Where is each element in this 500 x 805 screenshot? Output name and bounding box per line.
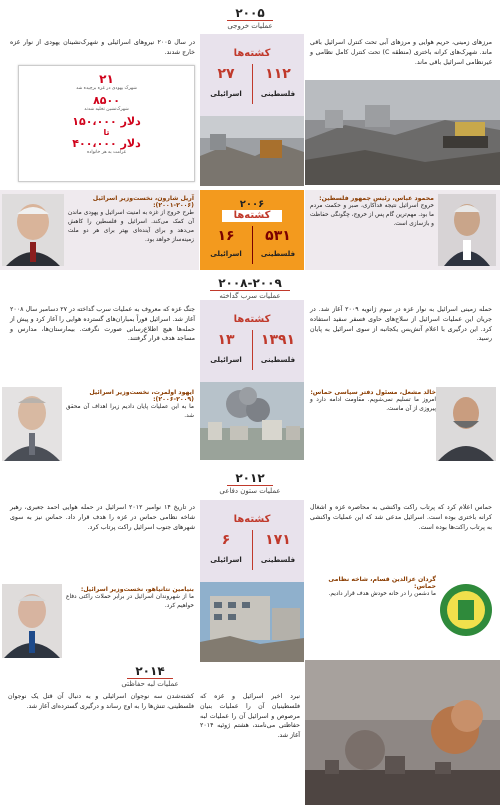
section-2005-right-text: مرزهای زمینی، حریم هوایی و مرزهای آبی تحت کنترل اسرائیل باقی ماند. شهرک‌های کرانه باختری (منطقه C) تحت کنترل کامل نظامی و غیرنظامی اسرائیل باقی ماند. xyxy=(310,39,492,66)
section-2009-left-text: جنگ غزه که معروف به عملیات سرب گداخته در ۲۷ دسامبر سال ۲۰۰۸ آغاز شد. اسرائیل فوراً بمباران‌های گسترده هوایی را آغاز کرد و پیش از حمله‌ها هیچ اطلاع‌رسانی صورت نگرفت. بیمارستان‌ها، مدارس و مساجد هدف قرار گرفتند. xyxy=(10,306,195,343)
sharon-portrait xyxy=(2,194,64,266)
photo-rubble-2005 xyxy=(200,116,304,186)
quote-olmert: ایهود اولمرت، نخست‌وزیر اسرائیل (۲۰۰۹-۲۰۰۶): ما به این عملیات پایان دادیم زیرا اهداف آن محقق شد. xyxy=(0,385,199,465)
photo-night-airstrike xyxy=(305,660,500,805)
stats-2006: ۲۰۰۶ کشته‌ها ۵۳۱ ۱۶ فلسطینی اسرائیلی xyxy=(200,190,304,270)
section-2012-left-text: در تاریخ ۱۴ نوامبر ۲۰۱۲ اسرائیل در حمله هوایی احمد جعبری، رهبر شاخه نظامی حماس در غزه را هدف قرار داد. حماس نیز به سوی شهرهای جنوب اسرائیل راکت پرتاب کرد. xyxy=(10,504,195,531)
photo-bulldozer-demolition xyxy=(305,80,500,185)
section-2005-left-text: در سال ۲۰۰۵ نیروهای اسرائیلی و شهرک‌نشینان یهودی از نوار غزه خارج شدند. xyxy=(10,39,196,56)
year-header-2008-2009: ۲۰۰۸-۲۰۰۹ عملیات سرب گداخته xyxy=(0,272,500,300)
section-2014-left-text: کشته‌شدن سه نوجوان اسرائیلی و به دنبال آن قتل یک نوجوان فلسطینی، تنش‌ها را به اوج رساند و درگیری گسترده‌ای آغاز شد. xyxy=(8,693,194,710)
stats-2012: کشته‌ها ۱۷۱ ۶ فلسطینی اسرائیلی xyxy=(200,500,304,582)
quote-netanyahu: بنیامین نتانیاهو، نخست‌وزیر اسرائیل: ما از شهروندان اسرائیل در برابر حملات راکتی دفاع خواهیم کرد. xyxy=(0,582,199,662)
photo-destroyed-building xyxy=(200,582,304,662)
meshal-portrait xyxy=(436,387,496,461)
quote-sharon: آریل شارون، نخست‌وزیر اسرائیل (۲۰۰۶-۲۰۰۱): طرح خروج از غزه به امنیت اسرائیل و یهودی ماندن آن کمک می‌کند. اسرائیل و فلسطین را کاهش می‌دهد و برای آینده‌ای بهتر برای هر دو ملت زمینه‌ساز خواهد بود. xyxy=(0,190,199,270)
year-header-2005: ۲۰۰۵ عملیات خروجی xyxy=(227,6,273,30)
year-header-2014: ۲۰۱۴ عملیات لبه حفاظتی xyxy=(121,664,179,688)
section-2012-right-text: حماس اعلام کرد که پرتاب راکت واکنشی به محاصره غزه و اشغال کرانه باختری بوده است. اسرائیل مدعی شد که این عملیات واکنشی به پرتاب راکت‌ها بوده است. xyxy=(310,504,492,531)
quote-meshal: خالد مشعل، مسئول دفتر سیاسی حماس: امروز ما تسلیم نمی‌شویم. مقاومت ادامه دارد و پیروزی از آن ماست. xyxy=(305,385,500,465)
year-header-2012: ۲۰۱۲ عملیات ستون دفاعی xyxy=(219,471,281,495)
section-2014-right-text: نبرد اخیر اسرائیل و غزه که فلسطینیان آن را عملیات بنیان مرصوص و اسرائیل آن را عملیات لبه حفاظتی می‌نامند، هشتم ژوئیه ۲۰۱۴ آغاز شد. xyxy=(200,693,300,739)
stats-2005: کشته‌ها ۱۱۲ ۲۷ فلسطینی اسرائیلی xyxy=(200,34,304,116)
abbas-portrait xyxy=(438,194,496,266)
stats-2008-2009: کشته‌ها ۱۳۹۱ ۱۳ فلسطینی اسرائیلی xyxy=(200,300,304,382)
netanyahu-portrait xyxy=(2,584,62,658)
section-2009-right-text: حمله زمینی اسرائیل به نوار غزه در سوم ژانویه ۲۰۰۹ آغاز شد. در جریان این عملیات اسرائیل از سلاح‌های حاوی فسفر سفید استفاده کرد. این درگیری با اعلام آتش‌بس یکجانبه از سوی اسرائیل به پایان رسید. xyxy=(310,306,492,343)
qassam-emblem-icon xyxy=(436,574,496,648)
olmert-portrait xyxy=(2,387,62,461)
photo-gaza-smoke xyxy=(200,382,304,460)
quote-abbas: محمود عباس، رئیس جمهور فلسطین: خروج اسرائیل نتیجه فداکاری، صبر و حکمت مردم ما بود. مهم‌ترین گام پس از خروج، چگونگی حفاظت و بازسازی است. xyxy=(305,190,500,270)
quote-qassam: گردان عزالدین قسام، شاخه نظامی حماس: ما دشمن را در خانه خودش هدف قرار دادیم. xyxy=(305,572,500,652)
info-card-2005: ۲۱ شهرک یهودی در غزه برچیده شد ۸۵۰۰ شهرک‌نشین تخلیه شدند ۱۵۰،۰۰۰ دلار تا ۴۰۰،۰۰۰ دلار غرامت به هر خانواده xyxy=(18,65,195,182)
